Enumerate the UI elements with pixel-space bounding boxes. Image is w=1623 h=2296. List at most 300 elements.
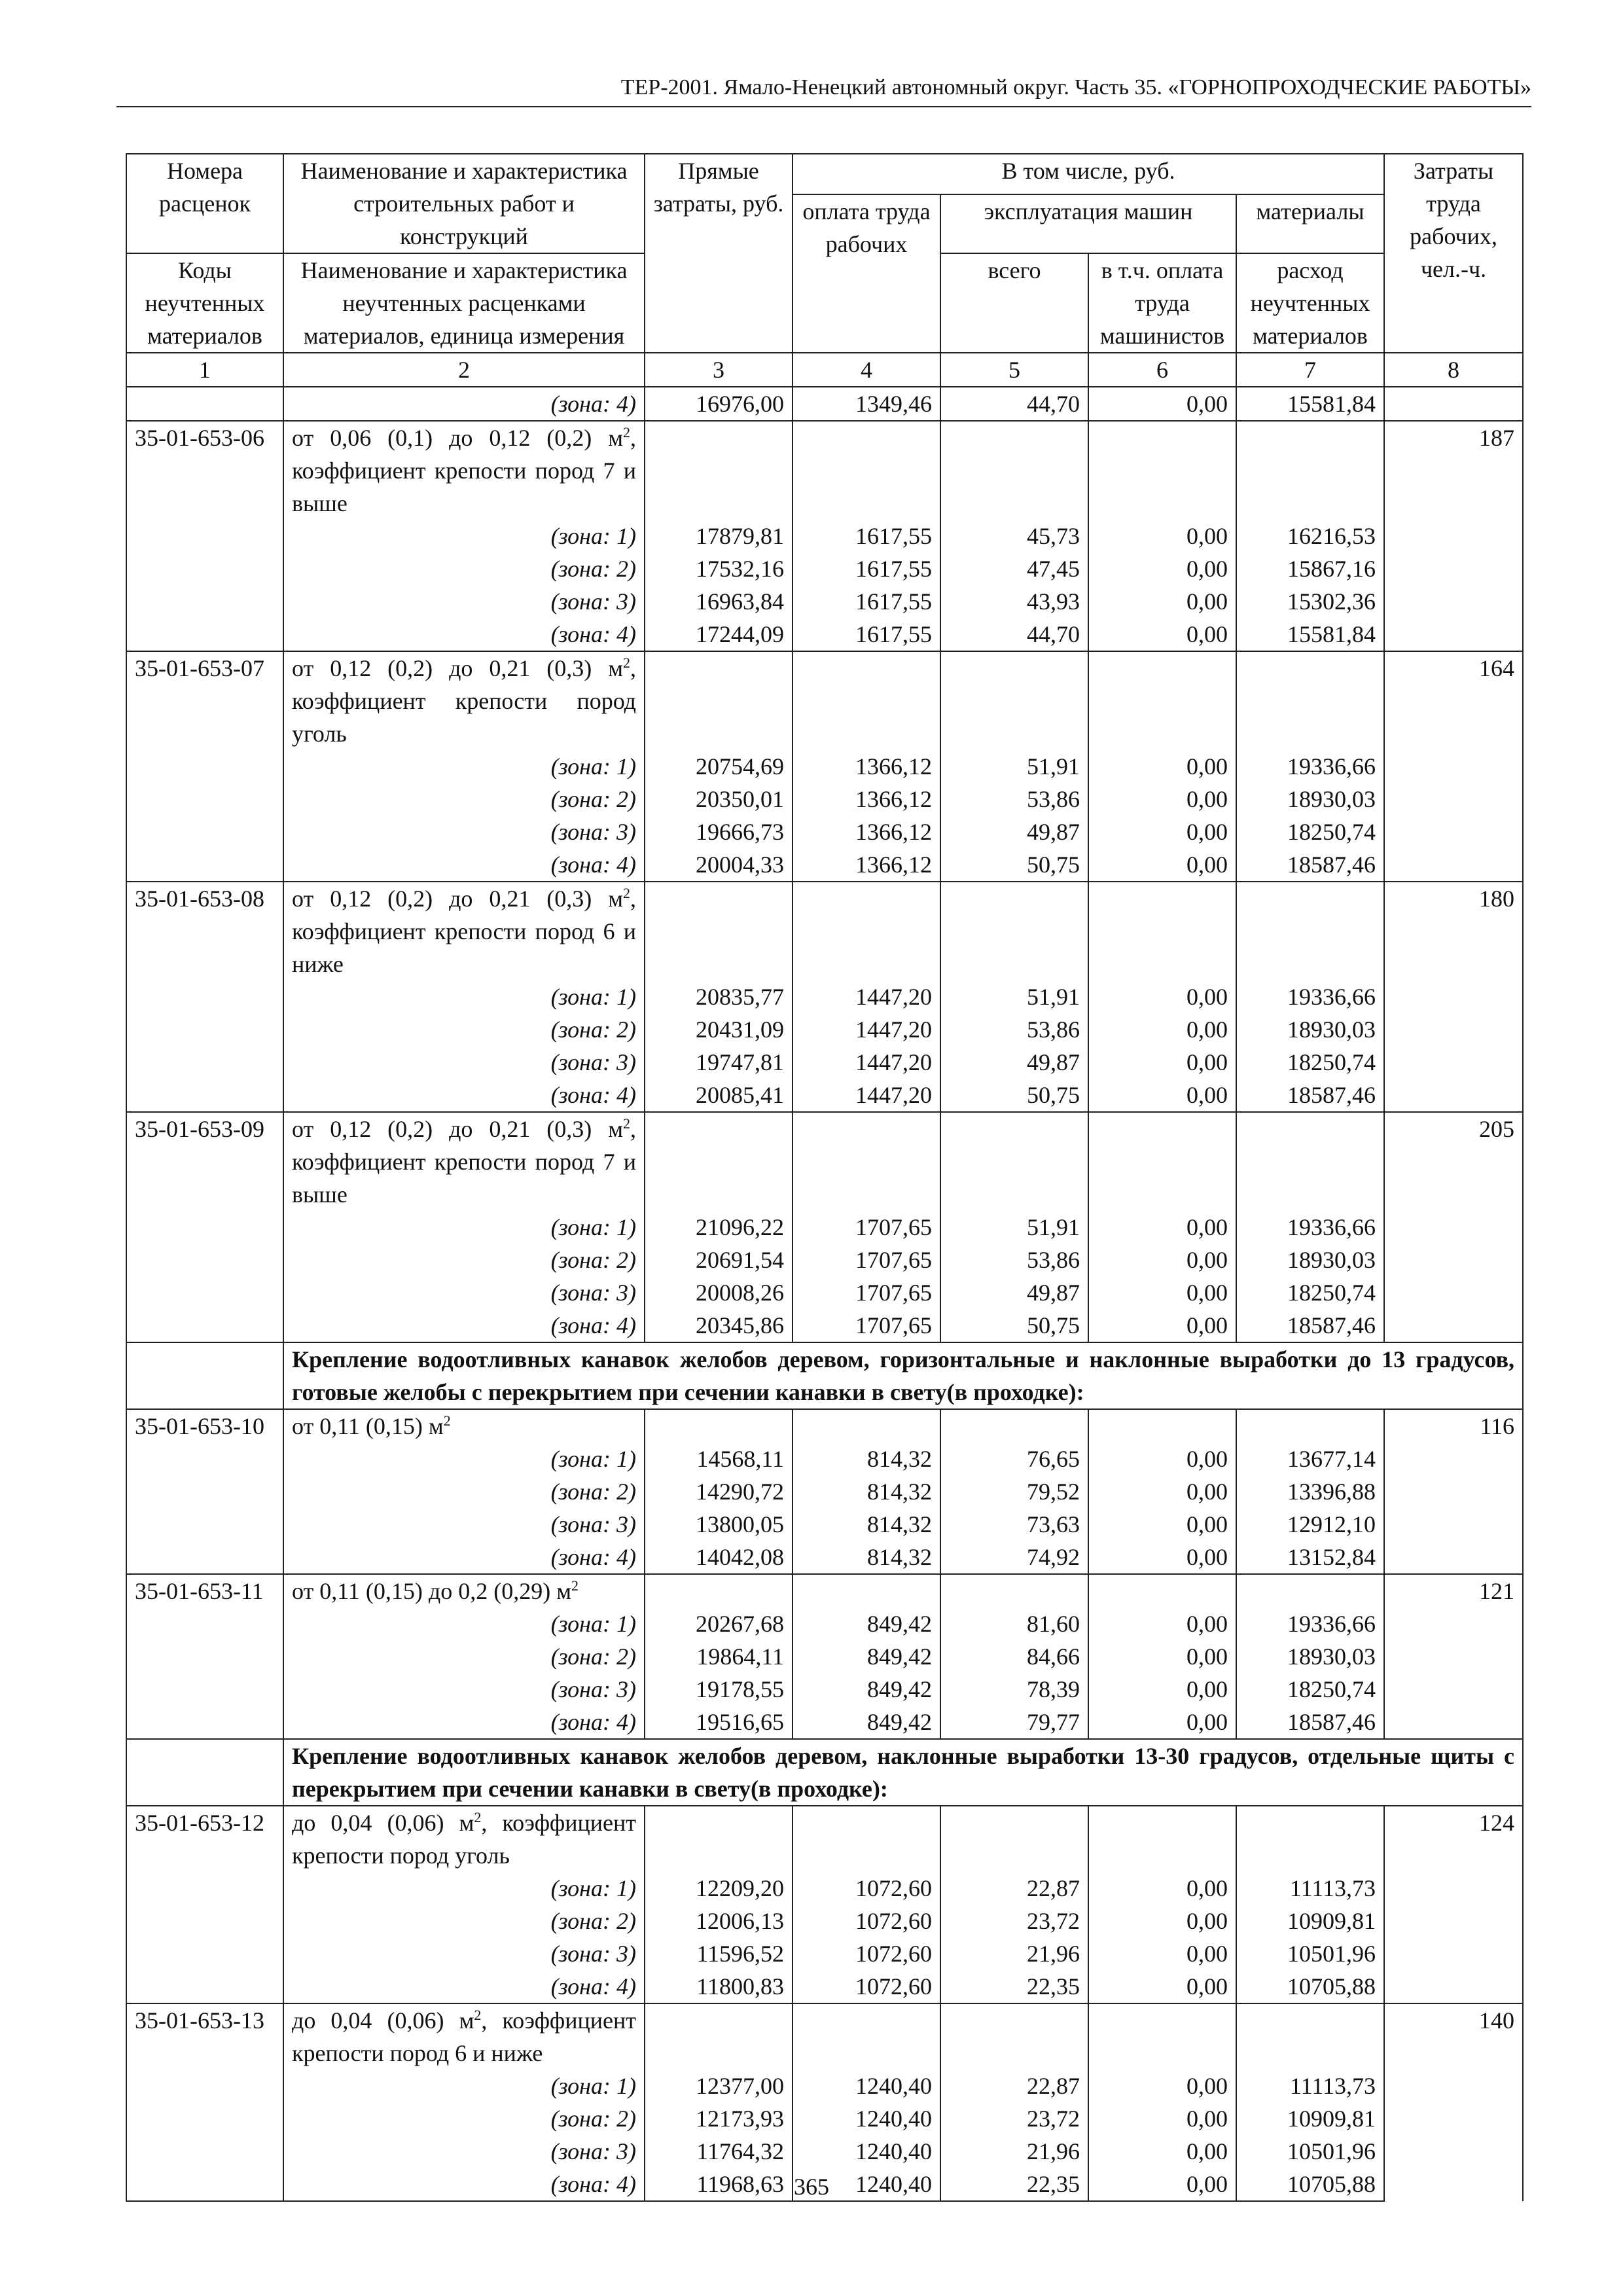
value-cell: 15302,36	[1236, 585, 1384, 618]
rate-description	[283, 1409, 645, 1443]
zone-label: (зона: 3)	[283, 585, 645, 618]
value-cell: 18930,03	[1236, 1013, 1384, 1046]
rate-description-part1: от 0,12 (0,2) до 0,21 (0,3) м	[292, 1116, 623, 1142]
zone-row	[126, 1937, 1523, 1970]
rate-entry-row	[126, 651, 1523, 750]
col-head-labor: Затраты труда рабочих, чел.-ч.	[1384, 154, 1523, 353]
value-cell: 0,00	[1088, 1607, 1236, 1640]
empty-code-cell	[126, 1244, 283, 1276]
value-cell: 1707,65	[793, 1276, 940, 1309]
value-cell: 10705,88	[1236, 1970, 1384, 2003]
empty-value-cell	[1236, 2003, 1384, 2070]
empty-value-cell	[940, 1806, 1088, 1872]
value-cell: 50,75	[940, 848, 1088, 882]
col-head-name-top: Наименование и характеристика строительных работ и конструкций	[283, 154, 645, 253]
value-cell: 20350,01	[645, 783, 793, 816]
value-cell: 53,86	[940, 1244, 1088, 1276]
zone-label: (зона: 4)	[283, 1079, 645, 1112]
value-cell: 18250,74	[1236, 1673, 1384, 1706]
col-head-machines: эксплуатация машин	[940, 194, 1236, 253]
empty-code-cell	[126, 1970, 283, 2003]
zone-row	[126, 1706, 1523, 1739]
value-cell: 1072,60	[793, 1905, 940, 1937]
col-head-codes-bottom: Коды неучтенных материалов	[126, 253, 283, 353]
value-cell: 50,75	[940, 1309, 1088, 1342]
value-cell: 10501,96	[1236, 1937, 1384, 1970]
empty-value-cell	[1088, 421, 1236, 520]
zone-row	[126, 1079, 1523, 1112]
value-cell: 849,42	[793, 1706, 940, 1739]
col-head-workers: оплата труда рабочих	[793, 194, 940, 353]
empty-value-cell	[793, 1806, 940, 1872]
zone-row	[126, 1443, 1523, 1475]
value-cell: 814,32	[793, 1443, 940, 1475]
col-head-direct: Прямые затраты, руб.	[645, 154, 793, 353]
empty-value-cell	[793, 651, 940, 750]
empty-value-cell	[645, 1806, 793, 1872]
empty-code-cell	[126, 1905, 283, 1937]
value-cell: 20431,09	[645, 1013, 793, 1046]
empty-value-cell	[1088, 1409, 1236, 1443]
zone-label: (зона: 1)	[283, 750, 645, 783]
value-cell: 19747,81	[645, 1046, 793, 1079]
column-number: 7	[1236, 353, 1384, 387]
value-cell: 51,91	[940, 1211, 1088, 1244]
rate-code: 35-01-653-07	[126, 651, 283, 750]
labor-cost: 180	[1384, 882, 1523, 1112]
column-number: 4	[793, 353, 940, 387]
zone-label: (зона: 1)	[283, 520, 645, 552]
value-cell: 0,00	[1088, 848, 1236, 882]
value-cell: 1617,55	[793, 520, 940, 552]
value-cell: 1240,40	[793, 2102, 940, 2135]
rate-code: 35-01-653-06	[126, 421, 283, 520]
value-cell: 814,32	[793, 1541, 940, 1574]
empty-value-cell	[1088, 651, 1236, 750]
empty-value-cell	[1088, 1112, 1236, 1211]
value-cell: 78,39	[940, 1673, 1088, 1706]
zone-label: (зона: 2)	[283, 1244, 645, 1276]
value-cell: 0,00	[1088, 1046, 1236, 1079]
value-cell: 18930,03	[1236, 1640, 1384, 1673]
value-cell: 0,00	[1088, 1673, 1236, 1706]
value-cell: 17879,81	[645, 520, 793, 552]
rate-description-part1: от 0,11 (0,15) до 0,2 (0,29) м	[292, 1578, 571, 1604]
empty-value-cell	[793, 2003, 940, 2070]
empty-value-cell	[793, 421, 940, 520]
zone-row	[126, 1541, 1523, 1574]
empty-value-cell	[645, 1409, 793, 1443]
value-cell: 18587,46	[1236, 1706, 1384, 1739]
value-cell: 22,35	[940, 1970, 1088, 2003]
zone-label: (зона: 4)	[283, 387, 645, 421]
unit-superscript: 2	[623, 424, 630, 440]
value-cell: 0,00	[1088, 1872, 1236, 1905]
value-cell: 1707,65	[793, 1244, 940, 1276]
value-cell: 18250,74	[1236, 1276, 1384, 1309]
value-cell: 10909,81	[1236, 2102, 1384, 2135]
labor-cost: 121	[1384, 1574, 1523, 1739]
value-cell: 0,00	[1088, 2168, 1236, 2201]
value-cell: 12173,93	[645, 2102, 793, 2135]
empty-code-cell	[126, 2070, 283, 2102]
empty-value-cell	[940, 651, 1088, 750]
zone-row	[126, 1244, 1523, 1276]
zone-row	[126, 1475, 1523, 1508]
value-cell: 84,66	[940, 1640, 1088, 1673]
rate-description-part1: от 0,12 (0,2) до 0,21 (0,3) м	[292, 655, 623, 681]
empty-code-cell	[126, 1211, 283, 1244]
value-cell: 0,00	[1088, 1905, 1236, 1937]
value-cell: 13677,14	[1236, 1443, 1384, 1475]
value-cell: 1617,55	[793, 618, 940, 651]
rate-description	[283, 421, 645, 520]
value-cell: 1072,60	[793, 1937, 940, 1970]
rate-description	[283, 882, 645, 980]
empty-value-cell	[1236, 1806, 1384, 1872]
value-cell: 74,92	[940, 1541, 1088, 1574]
labor-cost: 187	[1384, 421, 1523, 651]
rate-description	[283, 2003, 645, 2070]
zone-label: (зона: 1)	[283, 1443, 645, 1475]
value-cell: 0,00	[1088, 2135, 1236, 2168]
zone-label: (зона: 2)	[283, 1905, 645, 1937]
zone-row	[126, 980, 1523, 1013]
column-number: 1	[126, 353, 283, 387]
empty-value-cell	[1088, 1574, 1236, 1607]
zone-row	[126, 1673, 1523, 1706]
value-cell: 10705,88	[1236, 2168, 1384, 2201]
empty-value-cell	[1236, 1409, 1384, 1443]
value-cell: 0,00	[1088, 618, 1236, 651]
value-cell: 1447,20	[793, 1013, 940, 1046]
rate-description-part2: , коэффициент крепости пород уголь	[292, 1810, 636, 1869]
empty-value-cell	[645, 1112, 793, 1211]
zone-label: (зона: 2)	[283, 783, 645, 816]
value-cell: 19516,65	[645, 1706, 793, 1739]
section-heading-row	[126, 1342, 1523, 1409]
value-cell: 1349,46	[793, 387, 940, 421]
value-cell: 11968,63	[645, 2168, 793, 2201]
labor-cost: 140	[1384, 2003, 1523, 2201]
col-head-codes-top: Номера расценок	[126, 154, 283, 253]
value-cell: 53,86	[940, 783, 1088, 816]
value-cell: 15867,16	[1236, 552, 1384, 585]
empty-code-cell	[126, 980, 283, 1013]
col-head-mat-use: расход неучтенных материалов	[1236, 253, 1384, 353]
zone-label: (зона: 2)	[283, 552, 645, 585]
zone-label: (зона: 3)	[283, 1046, 645, 1079]
value-cell: 20835,77	[645, 980, 793, 1013]
zone-label: (зона: 3)	[283, 2135, 645, 2168]
value-cell: 18587,46	[1236, 848, 1384, 882]
zone-row	[126, 1905, 1523, 1937]
rate-description	[283, 1574, 645, 1607]
value-cell: 51,91	[940, 750, 1088, 783]
value-cell: 45,73	[940, 520, 1088, 552]
unit-superscript: 2	[623, 885, 630, 901]
empty-value-cell	[645, 651, 793, 750]
value-cell: 18930,03	[1236, 783, 1384, 816]
zone-label: (зона: 3)	[283, 1937, 645, 1970]
rate-entry-row	[126, 421, 1523, 520]
value-cell: 0,00	[1088, 1706, 1236, 1739]
value-cell: 849,42	[793, 1673, 940, 1706]
empty-code-cell	[126, 783, 283, 816]
value-cell: 1240,40	[793, 2168, 940, 2201]
zone-row	[126, 2102, 1523, 2135]
section-heading-row	[126, 1739, 1523, 1806]
labor-cost: 124	[1384, 1806, 1523, 2003]
value-cell: 73,63	[940, 1508, 1088, 1541]
empty-code-cell	[126, 1342, 283, 1409]
value-cell: 0,00	[1088, 1309, 1236, 1342]
value-cell: 1617,55	[793, 585, 940, 618]
unit-superscript: 2	[623, 655, 630, 671]
value-cell: 11764,32	[645, 2135, 793, 2168]
zone-row	[126, 1607, 1523, 1640]
zone-label: (зона: 3)	[283, 1508, 645, 1541]
empty-value-cell	[1236, 421, 1384, 520]
labor-cost: 205	[1384, 1112, 1523, 1342]
empty-value-cell	[1236, 651, 1384, 750]
empty-code-cell	[126, 1046, 283, 1079]
value-cell: 12006,13	[645, 1905, 793, 1937]
value-cell: 19336,66	[1236, 1607, 1384, 1640]
value-cell: 79,77	[940, 1706, 1088, 1739]
rate-description	[283, 1112, 645, 1211]
value-cell: 0,00	[1088, 1443, 1236, 1475]
value-cell: 20008,26	[645, 1276, 793, 1309]
value-cell: 0,00	[1088, 1276, 1236, 1309]
empty-value-cell	[1088, 2003, 1236, 2070]
value-cell: 20085,41	[645, 1079, 793, 1112]
value-cell: 15581,84	[1236, 618, 1384, 651]
value-cell: 22,87	[940, 2070, 1088, 2102]
value-cell: 53,86	[940, 1013, 1088, 1046]
empty-value-cell	[645, 1574, 793, 1607]
value-cell: 0,00	[1088, 1013, 1236, 1046]
zone-label: (зона: 2)	[283, 1475, 645, 1508]
zone-label: (зона: 3)	[283, 816, 645, 848]
zone-row	[126, 585, 1523, 618]
value-cell: 43,93	[940, 585, 1088, 618]
zone-label: (зона: 1)	[283, 1211, 645, 1244]
value-cell: 18930,03	[1236, 1244, 1384, 1276]
zone-row	[126, 387, 1523, 421]
column-number: 8	[1384, 353, 1523, 387]
value-cell: 21096,22	[645, 1211, 793, 1244]
zone-row	[126, 1508, 1523, 1541]
empty-code-cell	[126, 1640, 283, 1673]
empty-code-cell	[126, 1276, 283, 1309]
price-table	[126, 153, 1524, 2202]
value-cell: 20754,69	[645, 750, 793, 783]
empty-code-cell	[126, 2102, 283, 2135]
value-cell: 20345,86	[645, 1309, 793, 1342]
rate-code: 35-01-653-11	[126, 1574, 283, 1607]
rate-code: 35-01-653-09	[126, 1112, 283, 1211]
value-cell: 1447,20	[793, 1079, 940, 1112]
value-cell: 17244,09	[645, 618, 793, 651]
value-cell: 0,00	[1088, 750, 1236, 783]
zone-label: (зона: 4)	[283, 1541, 645, 1574]
value-cell: 10501,96	[1236, 2135, 1384, 2168]
empty-code-cell	[126, 1739, 283, 1806]
value-cell: 47,45	[940, 552, 1088, 585]
zone-row	[126, 750, 1523, 783]
value-cell: 13396,88	[1236, 1475, 1384, 1508]
value-cell: 1240,40	[793, 2135, 940, 2168]
zone-row	[126, 1309, 1523, 1342]
zone-row	[126, 816, 1523, 848]
value-cell: 15581,84	[1236, 387, 1384, 421]
zone-row	[126, 1970, 1523, 2003]
value-cell: 1617,55	[793, 552, 940, 585]
value-cell: 814,32	[793, 1475, 940, 1508]
rate-description-part1: до 0,04 (0,06) м	[292, 1810, 474, 1836]
rate-description-part1: до 0,04 (0,06) м	[292, 2007, 474, 2034]
zone-row	[126, 2135, 1523, 2168]
empty-value-cell	[1236, 882, 1384, 980]
column-numbers-row	[126, 353, 1523, 387]
value-cell: 21,96	[940, 2135, 1088, 2168]
empty-code-cell	[126, 1475, 283, 1508]
value-cell: 1447,20	[793, 1046, 940, 1079]
empty-code-cell	[126, 1508, 283, 1541]
value-cell: 44,70	[940, 387, 1088, 421]
value-cell: 44,70	[940, 618, 1088, 651]
empty-value-cell	[1088, 882, 1236, 980]
value-cell: 23,72	[940, 2102, 1088, 2135]
empty-value-cell	[940, 421, 1088, 520]
value-cell: 1072,60	[793, 1872, 940, 1905]
rate-description-part2: , коэффициент крепости пород 7 и выше	[292, 425, 636, 516]
value-cell: 19336,66	[1236, 750, 1384, 783]
empty-value-cell	[793, 1112, 940, 1211]
rate-description-part1: от 0,12 (0,2) до 0,21 (0,3) м	[292, 886, 623, 912]
value-cell: 49,87	[940, 816, 1088, 848]
empty-value-cell	[645, 2003, 793, 2070]
value-cell: 14042,08	[645, 1541, 793, 1574]
unit-superscript: 2	[571, 1577, 579, 1594]
zone-label: (зона: 4)	[283, 1706, 645, 1739]
rate-code: 35-01-653-12	[126, 1806, 283, 1872]
value-cell: 1366,12	[793, 783, 940, 816]
empty-labor-cell	[1384, 387, 1523, 421]
empty-value-cell	[940, 882, 1088, 980]
zone-label: (зона: 3)	[283, 1276, 645, 1309]
empty-value-cell	[793, 1409, 940, 1443]
zone-label: (зона: 2)	[283, 1640, 645, 1673]
value-cell: 20004,33	[645, 848, 793, 882]
section-heading: Крепление водоотливных канавок желобов деревом, горизонтальные и наклонные выработки до 13 градусов, готовые желобы с перекрытием при сечении канавки в свету(в проходке):	[283, 1342, 1523, 1409]
rate-description-part1: от 0,11 (0,15) м	[292, 1413, 444, 1439]
rate-code: 35-01-653-13	[126, 2003, 283, 2070]
empty-value-cell	[940, 2003, 1088, 2070]
value-cell: 18587,46	[1236, 1079, 1384, 1112]
empty-code-cell	[126, 618, 283, 651]
value-cell: 23,72	[940, 1905, 1088, 1937]
page-number: 365	[794, 2174, 829, 2200]
value-cell: 19336,66	[1236, 980, 1384, 1013]
empty-value-cell	[1236, 1574, 1384, 1607]
value-cell: 18250,74	[1236, 1046, 1384, 1079]
empty-value-cell	[793, 882, 940, 980]
running-header: ТЕР-2001. Ямало-Ненецкий автономный округ. Часть 35. «ГОРНОПРОХОДЧЕСКИЕ РАБОТЫ»	[116, 72, 1531, 107]
zone-row	[126, 552, 1523, 585]
value-cell: 14290,72	[645, 1475, 793, 1508]
value-cell: 21,96	[940, 1937, 1088, 1970]
value-cell: 0,00	[1088, 1970, 1236, 2003]
zone-label: (зона: 4)	[283, 848, 645, 882]
value-cell: 11596,52	[645, 1937, 793, 1970]
value-cell: 19666,73	[645, 816, 793, 848]
unit-superscript: 2	[474, 1809, 482, 1825]
rate-description-part1: от 0,06 (0,1) до 0,12 (0,2) м	[292, 425, 623, 451]
value-cell: 0,00	[1088, 1244, 1236, 1276]
zone-row	[126, 1013, 1523, 1046]
value-cell: 16963,84	[645, 585, 793, 618]
value-cell: 1707,65	[793, 1309, 940, 1342]
value-cell: 0,00	[1088, 387, 1236, 421]
empty-code-cell	[126, 1541, 283, 1574]
value-cell: 0,00	[1088, 1508, 1236, 1541]
empty-value-cell	[1236, 1112, 1384, 1211]
value-cell: 0,00	[1088, 816, 1236, 848]
zone-label: (зона: 4)	[283, 1970, 645, 2003]
col-head-materials: материалы	[1236, 194, 1384, 253]
value-cell: 18250,74	[1236, 816, 1384, 848]
value-cell: 49,87	[940, 1046, 1088, 1079]
value-cell: 19864,11	[645, 1640, 793, 1673]
value-cell: 0,00	[1088, 2070, 1236, 2102]
column-number: 2	[283, 353, 645, 387]
labor-cost: 116	[1384, 1409, 1523, 1574]
rate-description-part2: , коэффициент крепости пород 6 и ниже	[292, 2007, 636, 2066]
empty-code-cell	[126, 816, 283, 848]
rate-description-part2: , коэффициент крепости пород 7 и выше	[292, 1116, 636, 1208]
rate-description-part2: , коэффициент крепости пород 6 и ниже	[292, 886, 636, 977]
zone-row	[126, 1640, 1523, 1673]
zone-label: (зона: 1)	[283, 1872, 645, 1905]
zone-row	[126, 1211, 1523, 1244]
empty-value-cell	[940, 1409, 1088, 1443]
zone-row	[126, 848, 1523, 882]
empty-code-cell	[126, 552, 283, 585]
value-cell: 50,75	[940, 1079, 1088, 1112]
value-cell: 20691,54	[645, 1244, 793, 1276]
rate-code: 35-01-653-08	[126, 882, 283, 980]
empty-code-cell	[126, 520, 283, 552]
zone-row	[126, 783, 1523, 816]
zone-label: (зона: 4)	[283, 618, 645, 651]
value-cell: 11800,83	[645, 1970, 793, 2003]
value-cell: 0,00	[1088, 1541, 1236, 1574]
empty-code-cell	[126, 387, 283, 421]
value-cell: 12209,20	[645, 1872, 793, 1905]
empty-code-cell	[126, 1673, 283, 1706]
value-cell: 1447,20	[793, 980, 940, 1013]
empty-code-cell	[126, 750, 283, 783]
empty-code-cell	[126, 1937, 283, 1970]
zone-label: (зона: 1)	[283, 2070, 645, 2102]
value-cell: 22,87	[940, 1872, 1088, 1905]
value-cell: 18587,46	[1236, 1309, 1384, 1342]
empty-value-cell	[940, 1574, 1088, 1607]
unit-superscript: 2	[443, 1412, 451, 1429]
rate-entry-row	[126, 1112, 1523, 1211]
